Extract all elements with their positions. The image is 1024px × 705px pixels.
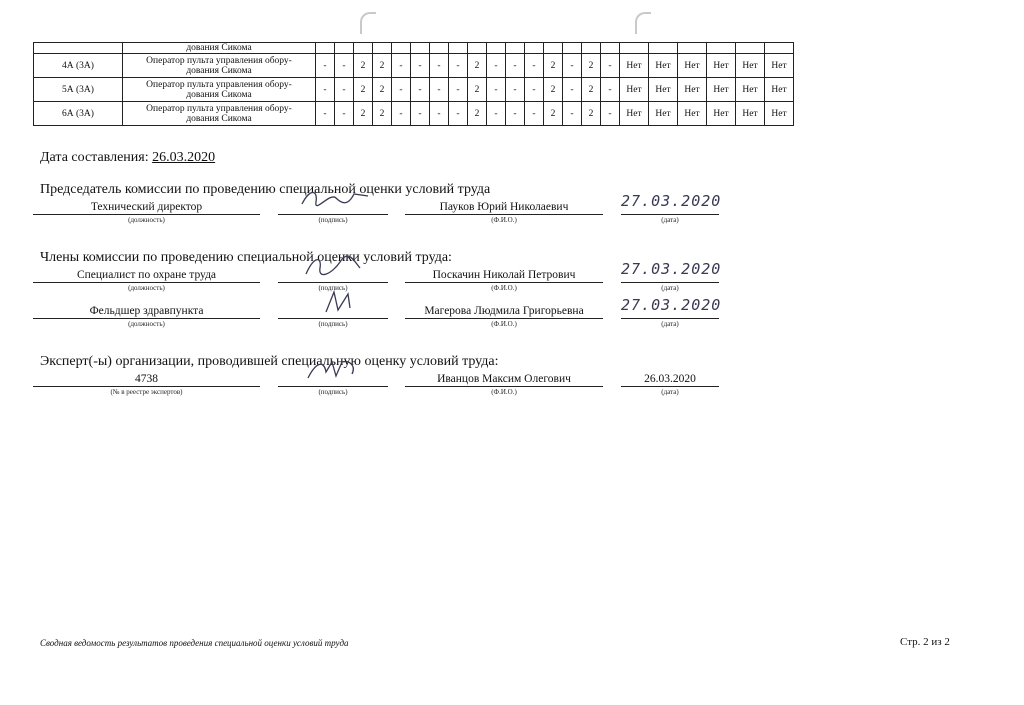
class-cell: 2 <box>354 78 373 102</box>
guarantee-cell: Нет <box>736 102 765 126</box>
date-compiled-label: Дата составления: <box>40 150 149 165</box>
signature-icon <box>296 358 376 382</box>
guarantee-cell: Нет <box>649 78 678 102</box>
member-signature-row <box>33 296 733 334</box>
table-row <box>34 78 794 102</box>
guarantee-cell: Нет <box>678 78 707 102</box>
chairman-signature <box>278 200 388 215</box>
class-cell: 2 <box>544 54 563 78</box>
class-cell: - <box>525 78 544 102</box>
chairman-signature-row <box>33 192 733 230</box>
class-cell: - <box>563 102 582 126</box>
chairman-date: 27.03.2020 <box>621 200 719 215</box>
member-position: Специалист по охране труда <box>33 268 260 283</box>
class-cell: 2 <box>354 54 373 78</box>
class-cell: - <box>525 102 544 126</box>
date-compiled <box>40 150 215 166</box>
class-cell: - <box>449 78 468 102</box>
class-cell: - <box>487 102 506 126</box>
expert-name: Иванцов Максим Олегович <box>405 372 603 387</box>
class-cell: - <box>392 54 411 78</box>
member-signature <box>278 268 388 283</box>
class-cell: - <box>563 78 582 102</box>
class-cell: - <box>335 54 354 78</box>
member-name: Поскачин Николай Петрович <box>405 268 603 283</box>
expert-signature <box>278 372 388 387</box>
class-cell: 2 <box>373 102 392 126</box>
class-cell: - <box>506 54 525 78</box>
workplace-name <box>123 102 316 126</box>
signature-icon <box>296 290 376 314</box>
table-row <box>34 102 794 126</box>
member-signature-row <box>33 260 733 298</box>
guarantee-cell: Нет <box>620 102 649 126</box>
caption-date: (дата) <box>661 388 679 396</box>
class-cell: - <box>392 102 411 126</box>
caption-signature: (подпись) <box>318 320 348 328</box>
caption-fio: (Ф.И.О.) <box>491 216 517 224</box>
workplace-number: 5А (3А) <box>34 78 123 102</box>
workplace-name-line: дования Сикома <box>186 113 252 124</box>
expert-title: Эксперт(-ы) организации, проводившей специальную оценку условий труда: <box>40 354 499 369</box>
guarantee-cell: Нет <box>765 102 794 126</box>
class-cell: - <box>392 78 411 102</box>
guarantee-cell: Нет <box>765 54 794 78</box>
workplace-name-line: Оператор пульта управления обору- <box>146 103 292 114</box>
class-cell: - <box>601 102 620 126</box>
class-cell: - <box>449 102 468 126</box>
class-cell: - <box>601 54 620 78</box>
workplace-number: 4А (3А) <box>34 54 123 78</box>
results-table <box>33 42 794 126</box>
expert-registry-number: 4738 <box>33 372 260 387</box>
class-cell: - <box>449 54 468 78</box>
class-cell: 2 <box>373 78 392 102</box>
caption-fio: (Ф.И.О.) <box>491 320 517 328</box>
class-cell: 2 <box>544 78 563 102</box>
class-cell: 2 <box>544 102 563 126</box>
expert-signature-row <box>33 372 733 402</box>
footer-document-title: Сводная ведомость результатов проведения специальной оценки условий труда <box>40 638 349 648</box>
guarantee-cell: Нет <box>736 54 765 78</box>
guarantee-cell: Нет <box>678 54 707 78</box>
caption-fio: (Ф.И.О.) <box>491 388 517 396</box>
guarantee-cell: Нет <box>707 78 736 102</box>
workplace-name-continuation: дования Сикома <box>123 43 316 54</box>
class-cell: - <box>335 102 354 126</box>
member-signature <box>278 304 388 319</box>
caption-signature: (подпись) <box>318 216 348 224</box>
class-cell: - <box>411 54 430 78</box>
member-position: Фельдшер здравпункта <box>33 304 260 319</box>
workplace-name <box>123 78 316 102</box>
punch-mark <box>635 12 651 34</box>
class-cell: 2 <box>582 78 601 102</box>
guarantee-cell: Нет <box>678 102 707 126</box>
class-cell: - <box>487 54 506 78</box>
guarantee-cell: Нет <box>620 54 649 78</box>
member-name: Магерова Людмила Григорьевна <box>405 304 603 319</box>
member-date: 27.03.2020 <box>621 304 719 319</box>
class-cell: - <box>506 102 525 126</box>
member-date: 27.03.2020 <box>621 268 719 283</box>
workplace-name <box>123 54 316 78</box>
class-cell: - <box>430 54 449 78</box>
class-cell: 2 <box>354 102 373 126</box>
guarantee-cell: Нет <box>649 54 678 78</box>
workplace-name-line: Оператор пульта управления обору- <box>146 79 292 90</box>
date-compiled-value: 26.03.2020 <box>152 150 216 165</box>
guarantee-cell: Нет <box>707 54 736 78</box>
chairman-name: Пауков Юрий Николаевич <box>405 200 603 215</box>
class-cell: - <box>506 78 525 102</box>
caption-signature: (подпись) <box>318 284 348 292</box>
signature-icon <box>296 186 376 210</box>
expert-date: 26.03.2020 <box>621 372 719 387</box>
class-cell: - <box>316 78 335 102</box>
class-cell: - <box>335 78 354 102</box>
members-title: Члены комиссии по проведению специальной оценки условий труда: <box>40 250 452 265</box>
page-number: Стр. 2 из 2 <box>900 636 950 648</box>
workplace-name-line: дования Сикома <box>186 89 252 100</box>
class-cell: - <box>487 78 506 102</box>
class-cell: - <box>430 102 449 126</box>
caption-date: (дата) <box>661 216 679 224</box>
guarantee-cell: Нет <box>707 102 736 126</box>
class-cell: - <box>430 78 449 102</box>
caption-date: (дата) <box>661 284 679 292</box>
chairman-title: Председатель комиссии по проведению специальной оценки условий труда <box>40 182 491 197</box>
class-cell: 2 <box>468 78 487 102</box>
caption-position: (должность) <box>128 216 165 224</box>
guarantee-cell: Нет <box>620 78 649 102</box>
class-cell: 2 <box>582 102 601 126</box>
class-cell: 2 <box>582 54 601 78</box>
class-cell: - <box>411 78 430 102</box>
caption-registry: (№ в реестре экспертов) <box>110 388 183 396</box>
class-cell: - <box>601 78 620 102</box>
class-cell: 2 <box>468 54 487 78</box>
caption-position: (должность) <box>128 320 165 328</box>
class-cell: - <box>411 102 430 126</box>
class-cell: - <box>316 54 335 78</box>
table-row <box>34 43 794 54</box>
chairman-position: Технический директор <box>33 200 260 215</box>
guarantee-cell: Нет <box>736 78 765 102</box>
signature-icon <box>296 254 376 278</box>
caption-position: (должность) <box>128 284 165 292</box>
class-cell: - <box>563 54 582 78</box>
guarantee-cell: Нет <box>649 102 678 126</box>
guarantee-cell: Нет <box>765 78 794 102</box>
class-cell: 2 <box>468 102 487 126</box>
caption-date: (дата) <box>661 320 679 328</box>
punch-mark <box>360 12 376 34</box>
caption-fio: (Ф.И.О.) <box>491 284 517 292</box>
class-cell: - <box>525 54 544 78</box>
workplace-number: 6А (3А) <box>34 102 123 126</box>
table-row <box>34 54 794 78</box>
workplace-name-line: Оператор пульта управления обору- <box>146 55 292 66</box>
class-cell: 2 <box>373 54 392 78</box>
caption-signature: (подпись) <box>318 388 348 396</box>
workplace-name-line: дования Сикома <box>186 65 252 76</box>
class-cell: - <box>316 102 335 126</box>
